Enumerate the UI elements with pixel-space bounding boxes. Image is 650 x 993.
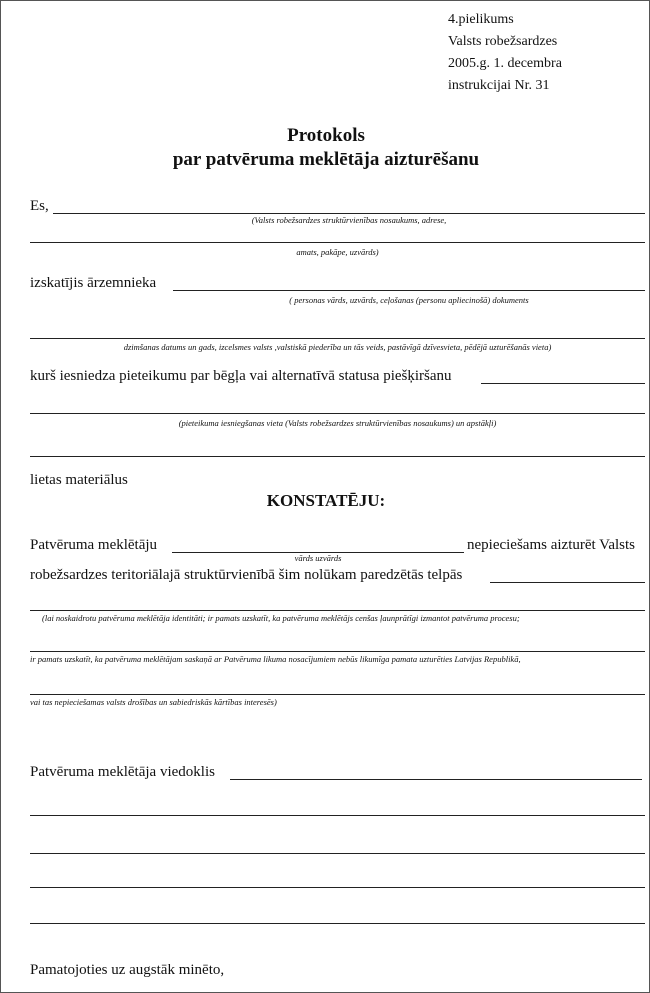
materials-label: lietas materiālus (30, 472, 128, 488)
es-label: Es, (30, 198, 49, 214)
opinion-line-4[interactable] (30, 923, 645, 924)
birth-caption: dzimšanas datums un gads, izcelsmes valsts ,valstiskā piederība un tās veids, pastāvīgā dzīvesvieta, pēdējā uzturēšanās vieta) (123, 342, 552, 352)
submit-extra-line[interactable] (30, 456, 645, 457)
reason3-caption: vai tas nepieciešamas valsts drošības un sabiedriskās kārtības interesēs) (30, 697, 277, 707)
document-title: Protokols (287, 125, 365, 146)
reason2-line[interactable] (30, 651, 645, 652)
instruction-number: instrukcijai Nr. 31 (448, 78, 550, 93)
submitted-label: kurš iesniedza pieteikumu par bēgļa vai alternatīvā statusa piešķiršanu (30, 368, 452, 384)
detention-line2: robežsardzes teritoriālajā struktūrvienībā šim nolūkam paredzētās telpās (30, 567, 463, 583)
es-field-line[interactable] (53, 213, 645, 214)
opinion-field-line[interactable] (230, 779, 642, 780)
opinion-line-3[interactable] (30, 887, 645, 888)
reason1-caption: (lai noskaidrotu patvēruma meklētāja identitāti; ir pamats uzskatīt, ka patvēruma meklētājs cenšas ļaunprātīgi izmantot patvēruma procesu; (42, 613, 520, 623)
konstateju-heading: KONSTATĒJU: (266, 491, 386, 510)
submit-place-line[interactable] (30, 413, 645, 414)
closing-text: Pamatojoties uz augstāk minēto, (30, 962, 225, 978)
appendix-number: 4.pielikums (448, 12, 514, 27)
detention-suffix: nepieciešams aizturēt Valsts (467, 537, 636, 553)
official-field-line[interactable] (30, 242, 645, 243)
status-field-line[interactable] (481, 383, 645, 384)
es-caption: (Valsts robežsardzes struktūrvienības nosaukums, adrese, (251, 215, 447, 225)
document-subtitle: par patvēruma meklētāja aizturēšanu (172, 149, 480, 170)
detention-prefix: Patvēruma meklētāju (30, 537, 158, 553)
opinion-label: Patvēruma meklētāja viedoklis (30, 764, 215, 780)
alien-caption: ( personas vārds, uzvārds, ceļošanas (personu apliecinošā) dokuments (289, 295, 529, 305)
issuer-name: Valsts robežsardzes (448, 34, 558, 49)
submit-caption: (pieteikuma iesniegšanas vieta (Valsts robežsardzes struktūrvienības nosaukums) un apstākļi) (178, 418, 497, 428)
premises-field-line[interactable] (490, 582, 645, 583)
reason1-line[interactable] (30, 610, 645, 611)
official-caption: amats, pakāpe, uzvārds) (296, 247, 379, 257)
instruction-date: 2005.g. 1. decembra (448, 56, 562, 71)
name-caption: vārds uzvārds (294, 553, 342, 563)
alien-label: izskatījis ārzemnieka (30, 275, 157, 291)
birth-field-line[interactable] (30, 338, 645, 339)
opinion-line-1[interactable] (30, 815, 645, 816)
opinion-line-2[interactable] (30, 853, 645, 854)
reason3-line[interactable] (30, 694, 645, 695)
reason2-caption: ir pamats uzskatīt, ka patvēruma meklētājam saskaņā ar Patvēruma likuma nosacījumiem nebūs likumīga pamata uzturēties Latvijas Republikā, (30, 654, 521, 664)
alien-field-line[interactable] (173, 290, 645, 291)
